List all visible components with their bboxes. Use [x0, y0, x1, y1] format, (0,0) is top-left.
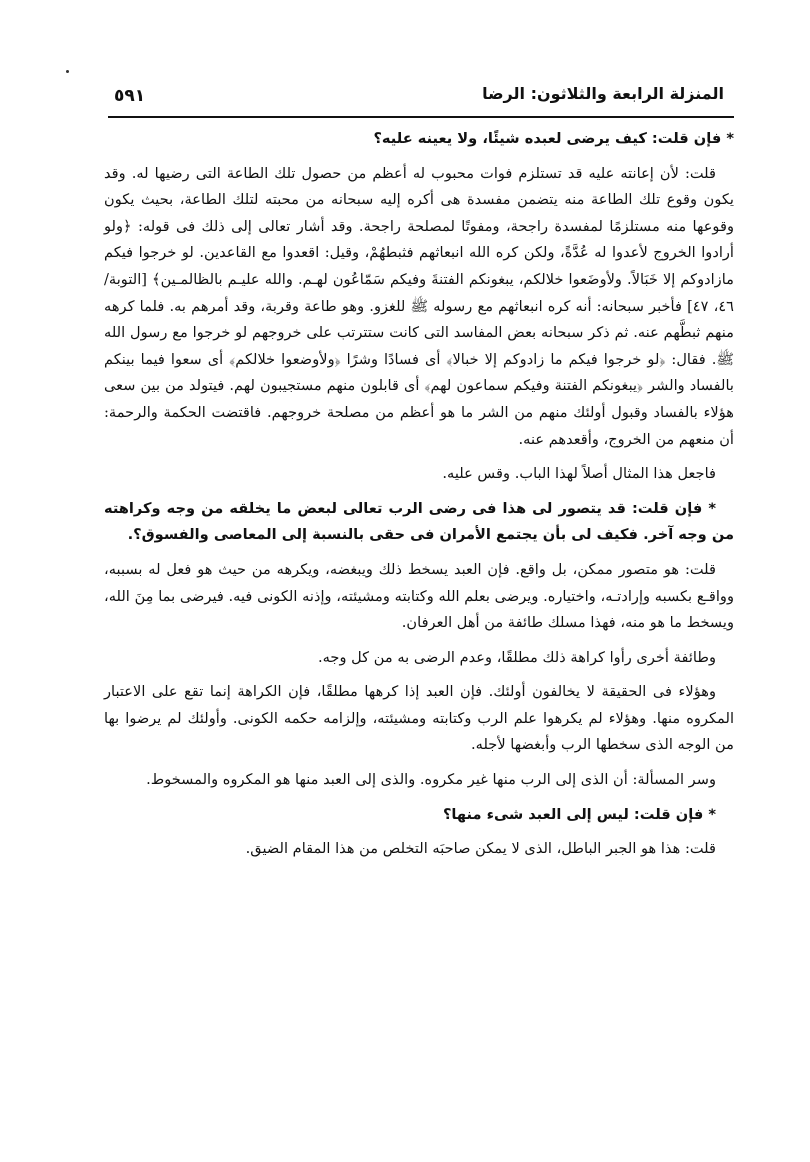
page-body — [104, 124, 734, 863]
question-paragraph: * فإن قلت: كيف يرضى لعبده شيئًا، ولا يعينه عليه؟ — [373, 130, 734, 147]
question-paragraph: * فإن قلت: قد يتصور لى هذا فى رضى الرب تعالى لبعض ما يخلقه من وجه وكراهته من وجه آخر. فكيف لى بأن يجتمع الأمران فى حقى بالنسبة إلى المعاصى والفسوق؟. — [104, 499, 734, 544]
body-paragraph: قلت: لأن إعانته عليه قد تستلزم فوات محبوب له أعظم من حصول تلك الطاعة التى رضيها له. وقد يكون وقوع تلك الطاعة منه يتضمن مفسدة هى أكره إليه سبحانه من محبته لتلك الطاعة، بحيث يكون وقوعها منه مستلزمًا لمفسدة راجحة، ومفوتًا لمصلحة راجحة. وقد أشار تعالى إلى ذلك فى قوله: ﴿ولو أرادوا الخروج لأعدوا له عُدَّةً، ولكن كره الله انبعاثهم فثبطهُمْ، وقيل: اقعدوا مع القاعدين. لو خرجوا فيكم مازادوكم إلا خَبَالاً. ولأوضَعوا خلالكم، يبغونكم الفتنةَ وفيكم سَمّاعُون لهـم. والله عليـم بالظالمـين﴾ [التوبة/ ٤٦، ٤٧] فأخبر سبحانه: أنه كره انبعاثهم مع رسوله ﷺ للغزو. وهو طاعة وقربة، وقد أمرهم به. فلما كرهه منهم ثبطَّهم عنه. ثم ذكر سبحانه بعض المفاسد التى كانت ستترتب على خروجهم لو خرجوا مع رسول الله ﷺ. فقال: ﴿لو خرجوا فيكم ما زادوكم إلا خبالا﴾ أى فسادًا وشرًا ﴿ولأوضعوا خلالكم﴾ أى سعوا فيما بينكم بالفساد والشر ﴿يبغونكم الفتنة وفيكم سماعون لهم﴾ أى قابلون منهم مستجيبون لهم. فيتولد من بين سعى هؤلاء بالفساد وقبول أولئك منهم من الشر ما هو أعظم من مصلحة خروجهم. فاقتضت الحكمة والرحمة: أن منعهم من الخروج، وأقعدهم عنه. — [104, 164, 734, 448]
question-paragraph: * فإن قلت: ليس إلى العبد شىء منها؟ — [442, 805, 716, 823]
body-paragraph: وهؤلاء فى الحقيقة لا يخالفون أولئك. فإن العبد إذا كرهها مطلقًا، فإن الكراهة إنما تقع على الاعتبار المكروه منها. وهؤلاء لم يكرهوا علم الرب وكتابته ومشيئته، وإلزامه حكمه الكونى. وأولئك لم يرضوا بها من الوجه الذى سخطها الرب وأبغضها لأجله. — [104, 683, 734, 754]
scan-speck — [66, 70, 69, 73]
running-title: المنزلة الرابعة والثلاثون: الرضا — [482, 84, 724, 103]
body-paragraph: قلت: هذا هو الجبر الباطل، الذى لا يمكن صاحبَه التخلص من هذا المقام الضيق. — [245, 840, 716, 858]
header-rule — [108, 116, 734, 118]
body-paragraph: قلت: هو متصور ممكن، بل واقع. فإن العبد يسخط ذلك ويبغضه، ويكرهه من حيث هو فعل له بسببه، وواقـع بكسبه وإرادتـه، واختياره. ويرضى بعلم الله وكتابته ومشيئته، وإذنه الكونى فيه. فيرضى بما مِنَ الله، ويسخط ما هو منه، فهذا مسلك طائفة من أهل العرفان. — [104, 560, 734, 632]
body-paragraph: فاجعل هذا المثال أصلاً لهذا الباب. وقس عليه. — [442, 465, 716, 483]
page-header — [108, 82, 728, 114]
body-paragraph: وطائفة أخرى رأوا كراهة ذلك مطلقًا، وعدم الرضى به من كل وجه. — [317, 648, 716, 666]
body-paragraph: وسر المسألة: أن الذى إلى الرب منها غير مكروه. والذى إلى العبد منها هو المكروه والمسخوط. — [146, 771, 716, 789]
page-number: ٥٩١ — [114, 86, 146, 106]
